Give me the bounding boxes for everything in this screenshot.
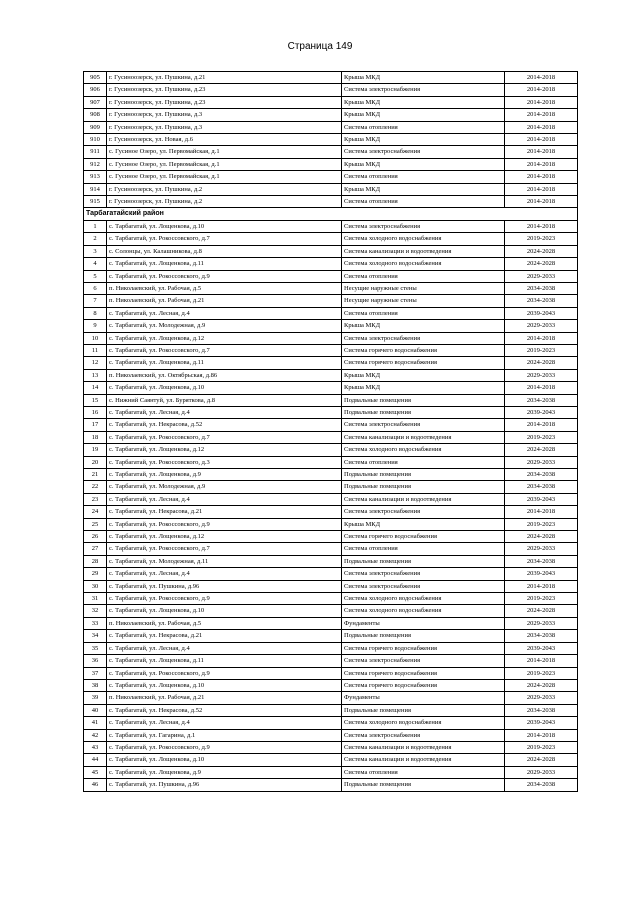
period-cell: 2034-2038 bbox=[505, 630, 578, 642]
table-row bbox=[84, 307, 578, 319]
system-cell: Крыша МКД bbox=[342, 158, 505, 170]
address-cell: с. Тарбагатай, ул. Рокоссовского, д.7 bbox=[107, 543, 342, 555]
system-cell: Система электроснабжения bbox=[342, 568, 505, 580]
table-row bbox=[84, 469, 578, 481]
row-number: 14 bbox=[84, 382, 107, 394]
period-cell: 2014-2018 bbox=[505, 183, 578, 195]
address-cell: п. Николаевский, ул. Рабочая, д.5 bbox=[107, 617, 342, 629]
row-number: 44 bbox=[84, 754, 107, 766]
row-number: 34 bbox=[84, 630, 107, 642]
row-number: 16 bbox=[84, 406, 107, 418]
address-cell: с. Тарбагатай, ул. Лощенкова, д.12 bbox=[107, 531, 342, 543]
period-cell: 2039-2043 bbox=[505, 568, 578, 580]
table-row bbox=[84, 406, 578, 418]
system-cell: Система электроснабжения bbox=[342, 655, 505, 667]
repair-schedule-table bbox=[83, 71, 578, 792]
period-cell: 2029-2033 bbox=[505, 369, 578, 381]
address-cell: с. Солонцы, ул. Калашникова, д.8 bbox=[107, 245, 342, 257]
address-cell: с. Тарбагатай, ул. Лесная, д.4 bbox=[107, 406, 342, 418]
address-cell: с. Тарбагатай, ул. Рокоссовского, д.9 bbox=[107, 518, 342, 530]
system-cell: Крыша МКД bbox=[342, 382, 505, 394]
row-number: 27 bbox=[84, 543, 107, 555]
table-row bbox=[84, 220, 578, 232]
address-cell: с. Тарбагатай, ул. Рокоссовского, д.9 bbox=[107, 270, 342, 282]
row-number: 908 bbox=[84, 109, 107, 121]
address-cell: с. Тарбагатай, ул. Пушкина, д.96 bbox=[107, 580, 342, 592]
address-cell: с. Тарбагатай, ул. Лощенкова, д.10 bbox=[107, 220, 342, 232]
table-row bbox=[84, 344, 578, 356]
address-cell: г. Гусиноозерск, ул. Пушкина, д.2 bbox=[107, 183, 342, 195]
row-number: 5 bbox=[84, 270, 107, 282]
period-cell: 2014-2018 bbox=[505, 171, 578, 183]
system-cell: Крыша МКД bbox=[342, 369, 505, 381]
address-cell: с. Нижний Саянтуй, ул. Буряткова, д.8 bbox=[107, 394, 342, 406]
system-cell: Фундаменты bbox=[342, 617, 505, 629]
table-row bbox=[84, 431, 578, 443]
period-cell: 2019-2023 bbox=[505, 593, 578, 605]
row-number: 36 bbox=[84, 655, 107, 667]
table-row bbox=[84, 555, 578, 567]
period-cell: 2014-2018 bbox=[505, 506, 578, 518]
table-row bbox=[84, 72, 578, 84]
period-cell: 2014-2018 bbox=[505, 729, 578, 741]
system-cell: Система отопления bbox=[342, 543, 505, 555]
table-row bbox=[84, 233, 578, 245]
system-cell: Система горячего водоснабжения bbox=[342, 531, 505, 543]
rows-after bbox=[84, 220, 578, 791]
row-number: 25 bbox=[84, 518, 107, 530]
address-cell: с. Тарбагатай, ул. Рокоссовского, д.9 bbox=[107, 741, 342, 753]
period-cell: 2024-2028 bbox=[505, 754, 578, 766]
table-row bbox=[84, 717, 578, 729]
system-cell: Подвальные помещения bbox=[342, 406, 505, 418]
period-cell: 2014-2018 bbox=[505, 382, 578, 394]
row-number: 26 bbox=[84, 531, 107, 543]
table-row bbox=[84, 419, 578, 431]
row-number: 3 bbox=[84, 245, 107, 257]
row-number: 914 bbox=[84, 183, 107, 195]
system-cell: Крыша МКД bbox=[342, 109, 505, 121]
row-number: 42 bbox=[84, 729, 107, 741]
table-row bbox=[84, 196, 578, 208]
row-number: 22 bbox=[84, 481, 107, 493]
system-cell: Подвальные помещения bbox=[342, 779, 505, 791]
table-row bbox=[84, 444, 578, 456]
system-cell: Система горячего водоснабжения bbox=[342, 344, 505, 356]
period-cell: 2019-2023 bbox=[505, 344, 578, 356]
table-row bbox=[84, 692, 578, 704]
period-cell: 2014-2018 bbox=[505, 72, 578, 84]
system-cell: Система холодного водоснабжения bbox=[342, 258, 505, 270]
period-cell: 2019-2023 bbox=[505, 233, 578, 245]
system-cell: Система электроснабжения bbox=[342, 729, 505, 741]
period-cell: 2019-2023 bbox=[505, 667, 578, 679]
period-cell: 2024-2028 bbox=[505, 357, 578, 369]
system-cell: Система холодного водоснабжения bbox=[342, 717, 505, 729]
address-cell: с. Тарбагатай, ул. Лощенкова, д.12 bbox=[107, 444, 342, 456]
period-cell: 2019-2023 bbox=[505, 518, 578, 530]
address-cell: с. Гусиное Озеро, ул. Первомайская, д.1 bbox=[107, 171, 342, 183]
period-cell: 2019-2023 bbox=[505, 741, 578, 753]
period-cell: 2014-2018 bbox=[505, 158, 578, 170]
row-number: 911 bbox=[84, 146, 107, 158]
table-row bbox=[84, 382, 578, 394]
system-cell: Система электроснабжения bbox=[342, 580, 505, 592]
period-cell: 2014-2018 bbox=[505, 121, 578, 133]
period-cell: 2029-2033 bbox=[505, 456, 578, 468]
table-row bbox=[84, 282, 578, 294]
system-cell: Система канализации и водоотведения bbox=[342, 754, 505, 766]
system-cell: Система канализации и водоотведения bbox=[342, 493, 505, 505]
row-number: 13 bbox=[84, 369, 107, 381]
period-cell: 2024-2028 bbox=[505, 531, 578, 543]
row-number: 46 bbox=[84, 779, 107, 791]
system-cell: Подвальные помещения bbox=[342, 704, 505, 716]
row-number: 39 bbox=[84, 692, 107, 704]
address-cell: с. Тарбагатай, ул. Гагарина, д.1 bbox=[107, 729, 342, 741]
system-cell: Система электроснабжения bbox=[342, 419, 505, 431]
system-cell: Система отопления bbox=[342, 171, 505, 183]
system-cell: Система холодного водоснабжения bbox=[342, 444, 505, 456]
row-number: 35 bbox=[84, 642, 107, 654]
row-number: 913 bbox=[84, 171, 107, 183]
table-row bbox=[84, 531, 578, 543]
row-number: 1 bbox=[84, 220, 107, 232]
table-row bbox=[84, 456, 578, 468]
address-cell: с. Тарбагатай, ул. Лощенкова, д.10 bbox=[107, 754, 342, 766]
row-number: 905 bbox=[84, 72, 107, 84]
section-title: Тарбагатайский район bbox=[84, 208, 578, 220]
system-cell: Подвальные помещения bbox=[342, 394, 505, 406]
address-cell: с. Тарбагатай, ул. Рокоссовского, д.3 bbox=[107, 456, 342, 468]
system-cell: Система канализации и водоотведения bbox=[342, 431, 505, 443]
row-number: 18 bbox=[84, 431, 107, 443]
table-row bbox=[84, 729, 578, 741]
row-number: 907 bbox=[84, 96, 107, 108]
system-cell: Подвальные помещения bbox=[342, 469, 505, 481]
row-number: 37 bbox=[84, 667, 107, 679]
system-cell: Система отопления bbox=[342, 307, 505, 319]
system-cell: Система отопления bbox=[342, 456, 505, 468]
table-row bbox=[84, 605, 578, 617]
row-number: 41 bbox=[84, 717, 107, 729]
period-cell: 2039-2043 bbox=[505, 717, 578, 729]
row-number: 4 bbox=[84, 258, 107, 270]
row-number: 909 bbox=[84, 121, 107, 133]
address-cell: с. Тарбагатай, ул. Лесная, д.4 bbox=[107, 493, 342, 505]
period-cell: 2034-2038 bbox=[505, 481, 578, 493]
table-row bbox=[84, 146, 578, 158]
system-cell: Подвальные помещения bbox=[342, 481, 505, 493]
period-cell: 2029-2033 bbox=[505, 692, 578, 704]
address-cell: с. Тарбагатай, ул. Лощенкова, д.9 bbox=[107, 766, 342, 778]
rows-before bbox=[84, 72, 578, 208]
period-cell: 2039-2043 bbox=[505, 493, 578, 505]
address-cell: с. Тарбагатай, ул. Молодежная, д.9 bbox=[107, 481, 342, 493]
table-row bbox=[84, 779, 578, 791]
row-number: 11 bbox=[84, 344, 107, 356]
period-cell: 2024-2028 bbox=[505, 245, 578, 257]
address-cell: с. Тарбагатай, ул. Рокоссовского, д.7 bbox=[107, 431, 342, 443]
address-cell: с. Тарбагатай, ул. Лощенкова, д.10 bbox=[107, 382, 342, 394]
system-cell: Несущие наружные стены bbox=[342, 282, 505, 294]
address-cell: с. Тарбагатай, ул. Рокоссовского, д.7 bbox=[107, 344, 342, 356]
system-cell: Система отопления bbox=[342, 196, 505, 208]
period-cell: 2034-2038 bbox=[505, 295, 578, 307]
table-row bbox=[84, 369, 578, 381]
period-cell: 2039-2043 bbox=[505, 307, 578, 319]
system-cell: Система горячего водоснабжения bbox=[342, 679, 505, 691]
system-cell: Система холодного водоснабжения bbox=[342, 605, 505, 617]
row-number: 17 bbox=[84, 419, 107, 431]
system-cell: Крыша МКД bbox=[342, 518, 505, 530]
system-cell: Фундаменты bbox=[342, 692, 505, 704]
table-row bbox=[84, 121, 578, 133]
period-cell: 2014-2018 bbox=[505, 109, 578, 121]
table-row bbox=[84, 158, 578, 170]
period-cell: 2029-2033 bbox=[505, 320, 578, 332]
address-cell: с. Тарбагатай, ул. Некрасова, д.52 bbox=[107, 419, 342, 431]
address-cell: с. Тарбагатай, ул. Лесная, д.4 bbox=[107, 717, 342, 729]
row-number: 38 bbox=[84, 679, 107, 691]
system-cell: Система электроснабжения bbox=[342, 84, 505, 96]
system-cell: Крыша МКД bbox=[342, 72, 505, 84]
row-number: 915 bbox=[84, 196, 107, 208]
address-cell: с. Тарбагатай, ул. Лощенкова, д.10 bbox=[107, 605, 342, 617]
table-row bbox=[84, 295, 578, 307]
table-row bbox=[84, 183, 578, 195]
row-number: 32 bbox=[84, 605, 107, 617]
table-row bbox=[84, 332, 578, 344]
address-cell: с. Гусиное Озеро, ул. Первомайская, д.1 bbox=[107, 146, 342, 158]
address-cell: с. Тарбагатай, ул. Лощенкова, д.11 bbox=[107, 655, 342, 667]
period-cell: 2034-2038 bbox=[505, 704, 578, 716]
table-row bbox=[84, 593, 578, 605]
row-number: 24 bbox=[84, 506, 107, 518]
table-row bbox=[84, 84, 578, 96]
system-cell: Система электроснабжения bbox=[342, 220, 505, 232]
period-cell: 2029-2033 bbox=[505, 270, 578, 282]
system-cell: Система электроснабжения bbox=[342, 146, 505, 158]
period-cell: 2024-2028 bbox=[505, 605, 578, 617]
system-cell: Крыша МКД bbox=[342, 134, 505, 146]
address-cell: г. Гусиноозерск, ул. Новая, д.6 bbox=[107, 134, 342, 146]
table-row bbox=[84, 96, 578, 108]
address-cell: с. Тарбагатай, ул. Пушкина, д.96 bbox=[107, 779, 342, 791]
row-number: 9 bbox=[84, 320, 107, 332]
system-cell: Система холодного водоснабжения bbox=[342, 593, 505, 605]
section-block bbox=[84, 208, 578, 220]
period-cell: 2019-2023 bbox=[505, 431, 578, 443]
row-number: 15 bbox=[84, 394, 107, 406]
table-row bbox=[84, 655, 578, 667]
system-cell: Система отопления bbox=[342, 766, 505, 778]
address-cell: с. Тарбагатай, ул. Лесная, д.4 bbox=[107, 568, 342, 580]
address-cell: с. Тарбагатай, ул. Лощенкова, д.11 bbox=[107, 357, 342, 369]
system-cell: Система горячего водоснабжения bbox=[342, 667, 505, 679]
address-cell: с. Тарбагатай, ул. Некрасова, д.21 bbox=[107, 506, 342, 518]
address-cell: п. Николаевский, ул. Рабочая, д.21 bbox=[107, 295, 342, 307]
address-cell: с. Тарбагатай, ул. Лесная, д.4 bbox=[107, 642, 342, 654]
row-number: 8 bbox=[84, 307, 107, 319]
table-row bbox=[84, 679, 578, 691]
period-cell: 2034-2038 bbox=[505, 469, 578, 481]
table-row bbox=[84, 320, 578, 332]
row-number: 19 bbox=[84, 444, 107, 456]
address-cell: п. Николаевский, ул. Рабочая, д.21 bbox=[107, 692, 342, 704]
row-number: 45 bbox=[84, 766, 107, 778]
row-number: 33 bbox=[84, 617, 107, 629]
address-cell: с. Тарбагатай, ул. Лощенкова, д.11 bbox=[107, 258, 342, 270]
period-cell: 2029-2033 bbox=[505, 543, 578, 555]
row-number: 31 bbox=[84, 593, 107, 605]
table-row bbox=[84, 493, 578, 505]
table-row bbox=[84, 642, 578, 654]
address-cell: г. Гусиноозерск, ул. Пушкина, д.2 bbox=[107, 196, 342, 208]
table-row bbox=[84, 134, 578, 146]
table-row bbox=[84, 617, 578, 629]
period-cell: 2014-2018 bbox=[505, 84, 578, 96]
section-row bbox=[84, 208, 578, 220]
period-cell: 2014-2018 bbox=[505, 146, 578, 158]
table-row bbox=[84, 270, 578, 282]
address-cell: с. Тарбагатай, ул. Лощенкова, д.10 bbox=[107, 679, 342, 691]
period-cell: 2034-2038 bbox=[505, 282, 578, 294]
address-cell: п. Николаевский, ул. Октябрьская, д.86 bbox=[107, 369, 342, 381]
system-cell: Крыша МКД bbox=[342, 96, 505, 108]
period-cell: 2014-2018 bbox=[505, 220, 578, 232]
address-cell: с. Тарбагатай, ул. Рокоссовского, д.9 bbox=[107, 593, 342, 605]
table-row bbox=[84, 394, 578, 406]
system-cell: Несущие наружные стены bbox=[342, 295, 505, 307]
system-cell: Подвальные помещения bbox=[342, 555, 505, 567]
address-cell: с. Тарбагатай, ул. Рокоссовского, д.7 bbox=[107, 233, 342, 245]
system-cell: Система отопления bbox=[342, 270, 505, 282]
address-cell: с. Тарбагатай, ул. Некрасова, д.21 bbox=[107, 630, 342, 642]
address-cell: г. Гусиноозерск, ул. Пушкина, д.21 bbox=[107, 72, 342, 84]
period-cell: 2014-2018 bbox=[505, 134, 578, 146]
period-cell: 2014-2018 bbox=[505, 96, 578, 108]
system-cell: Система канализации и водоотведения bbox=[342, 741, 505, 753]
table-row bbox=[84, 481, 578, 493]
row-number: 10 bbox=[84, 332, 107, 344]
system-cell: Система горячего водоснабжения bbox=[342, 642, 505, 654]
period-cell: 2039-2043 bbox=[505, 406, 578, 418]
table-row bbox=[84, 543, 578, 555]
period-cell: 2024-2028 bbox=[505, 679, 578, 691]
system-cell: Система электроснабжения bbox=[342, 506, 505, 518]
row-number: 910 bbox=[84, 134, 107, 146]
period-cell: 2029-2033 bbox=[505, 766, 578, 778]
address-cell: с. Тарбагатай, ул. Рокоссовского, д.9 bbox=[107, 667, 342, 679]
period-cell: 2039-2043 bbox=[505, 642, 578, 654]
row-number: 2 bbox=[84, 233, 107, 245]
system-cell: Система холодного водоснабжения bbox=[342, 233, 505, 245]
table-row bbox=[84, 704, 578, 716]
table-row bbox=[84, 258, 578, 270]
system-cell: Крыша МКД bbox=[342, 183, 505, 195]
address-cell: г. Гусиноозерск, ул. Пушкина, д.23 bbox=[107, 84, 342, 96]
address-cell: с. Тарбагатай, ул. Лощенкова, д.9 bbox=[107, 469, 342, 481]
period-cell: 2029-2033 bbox=[505, 617, 578, 629]
period-cell: 2014-2018 bbox=[505, 196, 578, 208]
system-cell: Система отопления bbox=[342, 121, 505, 133]
address-cell: г. Гусиноозерск, ул. Пушкина, д.23 bbox=[107, 96, 342, 108]
table-row bbox=[84, 518, 578, 530]
page-header: Страница 149 bbox=[287, 41, 353, 52]
address-cell: с. Тарбагатай, ул. Молодежная, д.9 bbox=[107, 320, 342, 332]
period-cell: 2024-2028 bbox=[505, 258, 578, 270]
row-number: 23 bbox=[84, 493, 107, 505]
system-cell: Система канализации и водоотведения bbox=[342, 245, 505, 257]
table-row bbox=[84, 580, 578, 592]
address-cell: п. Николаевский, ул. Рабочая, д.5 bbox=[107, 282, 342, 294]
system-cell: Крыша МКД bbox=[342, 320, 505, 332]
row-number: 28 bbox=[84, 555, 107, 567]
address-cell: с. Тарбагатай, ул. Молодежная, д.11 bbox=[107, 555, 342, 567]
period-cell: 2034-2038 bbox=[505, 555, 578, 567]
row-number: 29 bbox=[84, 568, 107, 580]
address-cell: с. Гусиное Озеро, ул. Первомайская, д.1 bbox=[107, 158, 342, 170]
period-cell: 2014-2018 bbox=[505, 419, 578, 431]
row-number: 21 bbox=[84, 469, 107, 481]
address-cell: г. Гусиноозерск, ул. Пушкина, д.3 bbox=[107, 121, 342, 133]
system-cell: Подвальные помещения bbox=[342, 630, 505, 642]
table-row bbox=[84, 171, 578, 183]
address-cell: с. Тарбагатай, ул. Некрасова, д.52 bbox=[107, 704, 342, 716]
address-cell: с. Тарбагатай, ул. Лощенкова, д.12 bbox=[107, 332, 342, 344]
period-cell: 2034-2038 bbox=[505, 394, 578, 406]
table-row bbox=[84, 630, 578, 642]
period-cell: 2034-2038 bbox=[505, 779, 578, 791]
period-cell: 2014-2018 bbox=[505, 332, 578, 344]
table-row bbox=[84, 506, 578, 518]
table-row bbox=[84, 754, 578, 766]
row-number: 20 bbox=[84, 456, 107, 468]
period-cell: 2014-2018 bbox=[505, 655, 578, 667]
period-cell: 2024-2028 bbox=[505, 444, 578, 456]
table-row bbox=[84, 245, 578, 257]
row-number: 12 bbox=[84, 357, 107, 369]
system-cell: Система электроснабжения bbox=[342, 332, 505, 344]
address-cell: г. Гусиноозерск, ул. Пушкина, д.3 bbox=[107, 109, 342, 121]
row-number: 30 bbox=[84, 580, 107, 592]
table-row bbox=[84, 109, 578, 121]
table-row bbox=[84, 741, 578, 753]
table-row bbox=[84, 667, 578, 679]
row-number: 6 bbox=[84, 282, 107, 294]
row-number: 906 bbox=[84, 84, 107, 96]
table-row bbox=[84, 568, 578, 580]
row-number: 912 bbox=[84, 158, 107, 170]
row-number: 40 bbox=[84, 704, 107, 716]
system-cell: Система горячего водоснабжения bbox=[342, 357, 505, 369]
row-number: 7 bbox=[84, 295, 107, 307]
table-row bbox=[84, 766, 578, 778]
row-number: 43 bbox=[84, 741, 107, 753]
address-cell: с. Тарбагатай, ул. Лесная, д.4 bbox=[107, 307, 342, 319]
table-row bbox=[84, 357, 578, 369]
period-cell: 2014-2018 bbox=[505, 580, 578, 592]
